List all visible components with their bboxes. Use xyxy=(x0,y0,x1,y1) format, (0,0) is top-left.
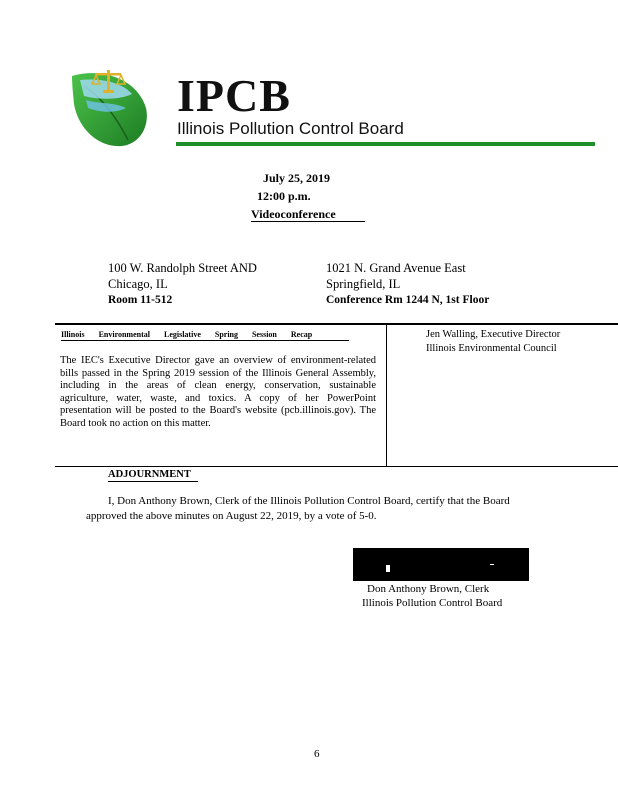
table-divider xyxy=(386,325,387,466)
signature-mark xyxy=(386,565,390,572)
brand-title: IPCB xyxy=(177,70,291,121)
signatory-name: Don Anthony Brown, Clerk xyxy=(367,583,490,595)
adjournment-text: I, Don Anthony Brown, Clerk of the Illinois Pollution Control Board, certify that the Board approved the above minutes on August 22, 2019, by a vote of 5-0. xyxy=(86,495,510,522)
adjournment-heading: ADJOURNMENT xyxy=(108,468,198,482)
agenda-item-heading: Illinois Environmental Legislative Spring Session Recap xyxy=(61,330,349,341)
location-springfield-address: 1021 N. Grand Avenue East xyxy=(326,261,466,275)
location-springfield-city: Springfield, IL xyxy=(326,277,401,291)
location-chicago xyxy=(108,260,257,308)
presenter-name: Jen Walling, Executive Director xyxy=(426,329,561,340)
location-chicago-address: 100 W. Randolph Street AND xyxy=(108,261,257,275)
location-springfield-room: Conference Rm 1244 N, 1st Floor xyxy=(326,294,490,306)
signature-dash xyxy=(490,564,494,565)
brand-subtitle: Illinois Pollution Control Board xyxy=(177,119,404,138)
location-chicago-city: Chicago, IL xyxy=(108,277,168,291)
signatory-organization: Illinois Pollution Control Board xyxy=(362,597,503,609)
header-divider xyxy=(176,142,595,146)
presenter-cell xyxy=(426,328,566,356)
location-springfield xyxy=(326,260,489,308)
meeting-date: July 25, 2019 xyxy=(263,171,331,185)
location-chicago-room: Room 11-512 xyxy=(108,294,173,306)
redacted-signature xyxy=(353,548,529,581)
page-number: 6 xyxy=(314,748,320,760)
agenda-table xyxy=(55,323,618,467)
adjournment-certification xyxy=(86,494,512,524)
agenda-item-body: The IEC's Executive Director gave an overview of environment-related bills passed in the Spring 2019 session of the Illinois General Assembly, including in the areas of clean energy, conservation, sustainable agriculture, water, waste, and toxics. A copy of her PowerPoint presentation will be posted to the Board's website (pcb.illinois.gov). The Board took no action on this matter. xyxy=(60,355,376,429)
presenter-organization: Illinois Environmental Council xyxy=(426,343,557,354)
meeting-time: 12:00 p.m. xyxy=(257,189,311,203)
leaf-scales-logo-icon xyxy=(70,66,150,148)
meeting-type: Videoconference xyxy=(251,207,365,222)
